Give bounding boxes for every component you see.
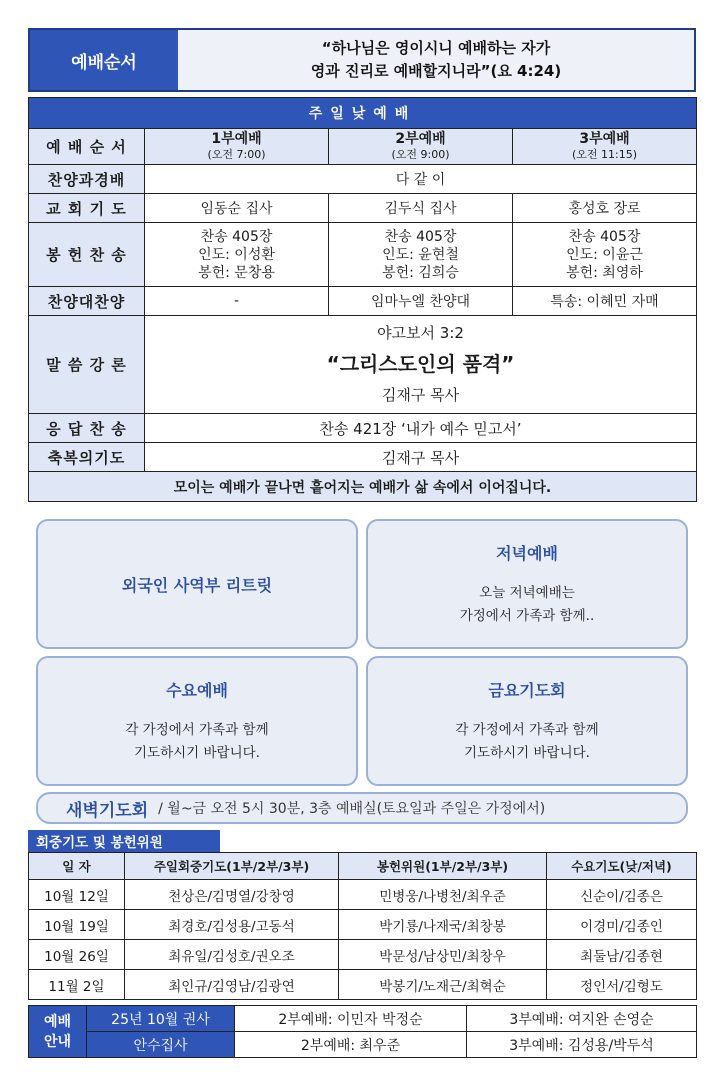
header-verse xyxy=(178,30,694,90)
committee-date: 11월 2일 xyxy=(29,970,125,1000)
table-row xyxy=(29,910,697,940)
choir-2: 임마누엘 찬양대 xyxy=(329,287,513,316)
committee-wednesday: 정인서/김형도 xyxy=(547,970,697,1000)
guide-label: 예배 안내 xyxy=(29,1006,87,1058)
sermon-preacher: 김재구 목사 xyxy=(381,386,460,404)
verse-line-1: “하나님은 영이시니 예배하는 자가 xyxy=(321,39,551,57)
committee-header: 수요기도(낮/저녁) xyxy=(547,853,697,880)
committee-wednesday: 최둘남/김종현 xyxy=(547,940,697,970)
card-evening-service xyxy=(366,519,688,649)
sunday-title: 주일낮예배 xyxy=(29,98,697,129)
choir-1: - xyxy=(145,287,329,316)
service-guide-table xyxy=(28,1005,697,1058)
committee-header: 주일회중기도(1부/2부/3부) xyxy=(125,853,339,880)
response-label: 응 답 찬 송 xyxy=(29,414,145,443)
service-3-header: 3부예배 (오전 11:15) xyxy=(513,129,697,165)
dawn-prayer-banner xyxy=(36,792,688,824)
committee-sunday-prayer: 최경호/김성용/고동석 xyxy=(125,910,339,940)
response-value: 찬송 421장 ‘내가 예수 믿고서’ xyxy=(145,414,697,443)
guide-row2-service2: 2부예배: 최우준 xyxy=(235,1032,467,1058)
order-label: 예 배 순 서 xyxy=(29,129,145,165)
card-wednesday-line2: 기도하시기 바랍니다. xyxy=(134,744,260,761)
sermon-label: 말 씀 강 론 xyxy=(29,316,145,414)
committee-date: 10월 26일 xyxy=(29,940,125,970)
sermon-title: “그리스도인의 품격” xyxy=(326,352,515,376)
committee-sunday-prayer: 최유일/김성호/권오조 xyxy=(125,940,339,970)
committee-date: 10월 19일 xyxy=(29,910,125,940)
header-label: 예배순서 xyxy=(30,30,178,90)
card-wednesday-line1: 각 가정에서 가족과 함께 xyxy=(125,721,269,738)
choir-3: 특송: 이혜민 자매 xyxy=(513,287,697,316)
prayer-label: 교 회 기 도 xyxy=(29,194,145,223)
praise-label: 찬양과경배 xyxy=(29,165,145,194)
sermon-cell xyxy=(145,316,697,414)
committee-offering: 박문성/남상민/최창우 xyxy=(339,940,547,970)
benediction-value: 김재구 목사 xyxy=(145,443,697,472)
committee-title: 회중기도 및 봉헌위원 xyxy=(28,830,220,852)
table-row xyxy=(29,880,697,910)
service-2-header: 2부예배 (오전 9:00) xyxy=(329,129,513,165)
guide-row1-sub: 25년 10월 권사 xyxy=(87,1006,235,1032)
committee-wednesday: 이경미/김종인 xyxy=(547,910,697,940)
card-wednesday-service xyxy=(36,656,358,786)
table-row xyxy=(29,940,697,970)
offering-1: 찬송 405장 인도: 이성환 봉헌: 문창용 xyxy=(145,223,329,287)
offering-3: 찬송 405장 인도: 이윤근 봉헌: 최영하 xyxy=(513,223,697,287)
sunday-service-table xyxy=(28,97,697,502)
verse-line-2: 영과 진리로 예배할지니라”(요 4:24) xyxy=(310,62,562,80)
card-evening-line2: 가정에서 가족과 함께.. xyxy=(459,607,595,624)
committee-date: 10월 12일 xyxy=(29,880,125,910)
prayer-2: 김두식 집사 xyxy=(329,194,513,223)
committee-header: 일 자 xyxy=(29,853,125,880)
committee-offering: 박기룡/나재국/최창봉 xyxy=(339,910,547,940)
praise-value: 다 같 이 xyxy=(145,165,697,194)
offering-label: 봉 헌 찬 송 xyxy=(29,223,145,287)
offering-2: 찬송 405장 인도: 윤현철 봉헌: 김희승 xyxy=(329,223,513,287)
committee-table xyxy=(28,852,697,1000)
card-evening-line1: 오늘 저녁예배는 xyxy=(479,584,575,601)
benediction-label: 축복의기도 xyxy=(29,443,145,472)
header-box xyxy=(28,28,696,92)
table-row xyxy=(29,970,697,1000)
committee-offering: 민병웅/나병천/최우준 xyxy=(339,880,547,910)
card-friday-prayer xyxy=(366,656,688,786)
choir-label: 찬양대찬양 xyxy=(29,287,145,316)
committee-header-row xyxy=(29,853,697,880)
card-foreign-retreat xyxy=(36,519,358,649)
card-evening-title: 저녁예배 xyxy=(496,543,558,563)
service-1-header: 1부예배 (오전 7:00) xyxy=(145,129,329,165)
committee-sunday-prayer: 천상은/김명열/강창영 xyxy=(125,880,339,910)
sermon-scripture: 야고보서 3:2 xyxy=(377,324,464,342)
guide-row1-service2: 2부예배: 이민자 박정순 xyxy=(235,1006,467,1032)
committee-sunday-prayer: 최인규/김영남/김광연 xyxy=(125,970,339,1000)
card-foreign-title: 외국인 사역부 리트릿 xyxy=(121,575,273,595)
committee-offering: 박봉기/노재근/최혁순 xyxy=(339,970,547,1000)
prayer-1: 임동순 집사 xyxy=(145,194,329,223)
card-friday-line2: 기도하시기 바랍니다. xyxy=(464,744,590,761)
motto-banner: 모이는 예배가 끝나면 흩어지는 예배가 삶 속에서 이어집니다. xyxy=(29,472,697,502)
prayer-3: 홍성호 장로 xyxy=(513,194,697,223)
guide-row2-service3: 3부예배: 김성용/박두석 xyxy=(467,1032,697,1058)
card-friday-title: 금요기도회 xyxy=(488,680,566,700)
guide-row2-sub: 안수집사 xyxy=(87,1032,235,1058)
committee-header: 봉헌위원(1부/2부/3부) xyxy=(339,853,547,880)
card-wednesday-title: 수요예배 xyxy=(166,680,228,700)
dawn-prayer-text: / 월~금 오전 5시 30분, 3층 예배실(토요일과 주일은 가정에서) xyxy=(158,801,546,817)
guide-row1-service3: 3부예배: 여지완 손영순 xyxy=(467,1006,697,1032)
dawn-prayer-title: 새벽기도회 xyxy=(66,800,149,821)
committee-wednesday: 신순이/김종은 xyxy=(547,880,697,910)
card-friday-line1: 각 가정에서 가족과 함께 xyxy=(455,721,599,738)
